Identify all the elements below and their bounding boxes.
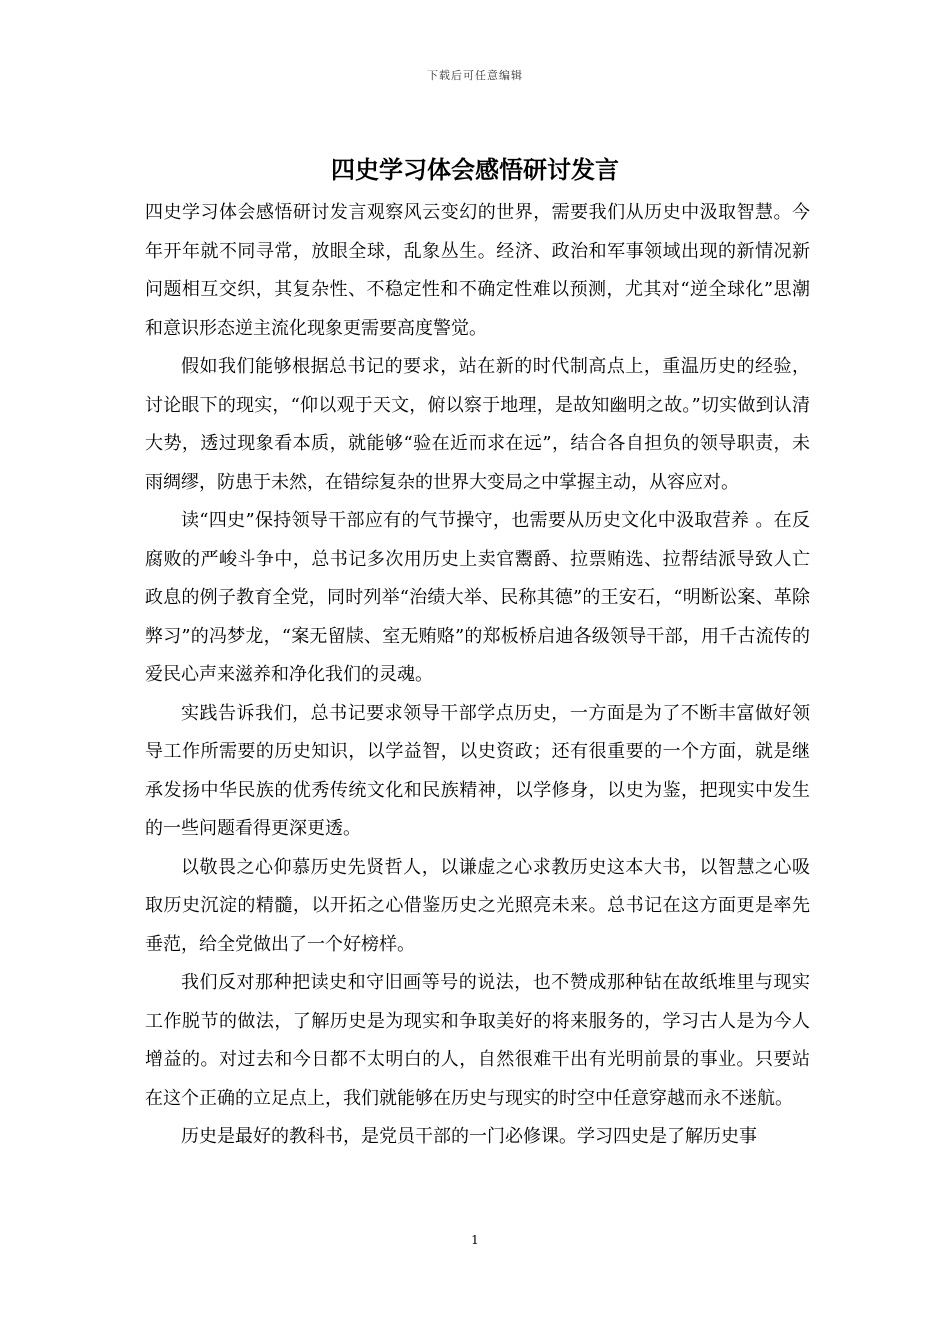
paragraph-2: 假如我们能够根据总书记的要求，站在新的时代制高点上，重温历史的经验，讨论眼下的现实，“仰以观于天文，俯以察于地理，是故知幽明之故。”切实做到认清大势，透过现象看本质，就能够“验在近而求在远”，结合各自担负的领导职责，未雨绸缪，防患于未然，在错综复杂的世界大变局之中掌握主动，从容应对。 (145, 356, 810, 493)
paragraph-3: 读“四史”保持领导干部应有的气节操守，也需要从历史文化中汲取营养 。在反腐败的严峻斗争中，总书记多次用历史上卖官鬻爵、拉票贿选、拉帮结派导致人亡政息的例子教育全党，同时列举“治绩大举、民称其德”的王安石，“明断讼案、革除弊习”的冯梦龙，“案无留牍、室无贿赂”的郑板桥启迪各级领导干部，用千古流传的爱民心声来滋养和净化我们的灵魂。 (145, 510, 810, 685)
paragraph-7: 历史是最好的教科书，是党员干部的一门必修课。学习四史是了解历史事 (181, 1126, 757, 1147)
paragraph-5: 以敬畏之心仰慕历史先贤哲人，以谦虚之心求教历史这本大书，以智慧之心吸取历史沉淀的精髓，以开拓之心借鉴历史之光照亮未来。总书记在这方面更是率先垂范，给全党做出了一个好榜样。 (145, 856, 810, 955)
page-number: 1 (471, 1233, 479, 1247)
paragraph-1: 四史学习体会感悟研讨发言观察风云变幻的世界，需要我们从历史中汲取智慧。今年开年就不同寻常，放眼全球，乱象丛生。经济、政治和军事领域出现的新情况新问题相互交织，其复杂性、不稳定性和不确定性难以预测，尤其对“逆全球化”思潮和意识形态逆主流化现象更需要高度警觉。 (145, 202, 810, 339)
header-note: 下载后可任意编辑 (427, 69, 523, 82)
paragraph-6: 我们反对那种把读史和守旧画等号的说法，也不赞成那种钻在故纸堆里与现实工作脱节的做法，了解历史是为现实和争取美好的将来服务的，学习古人是为今人增益的。对过去和今日都不太明白的人，自然很难干出有光明前景的事业。只要站在这个正确的立足点上，我们就能够在历史与现实的时空中任意穿越而永不迷航。 (145, 972, 810, 1109)
document-title: 四史学习体会感悟研讨发言 (331, 155, 619, 184)
paragraph-4: 实践告诉我们，总书记要求领导干部学点历史，一方面是为了不断丰富做好领导工作所需要的历史知识，以学益智，以史资政；还有很重要的一个方面，就是继承发扬中华民族的优秀传统文化和民族精神，以学修身，以史为鉴，把现实中发生的一些问题看得更深更透。 (145, 702, 810, 839)
document-body (145, 194, 810, 1157)
